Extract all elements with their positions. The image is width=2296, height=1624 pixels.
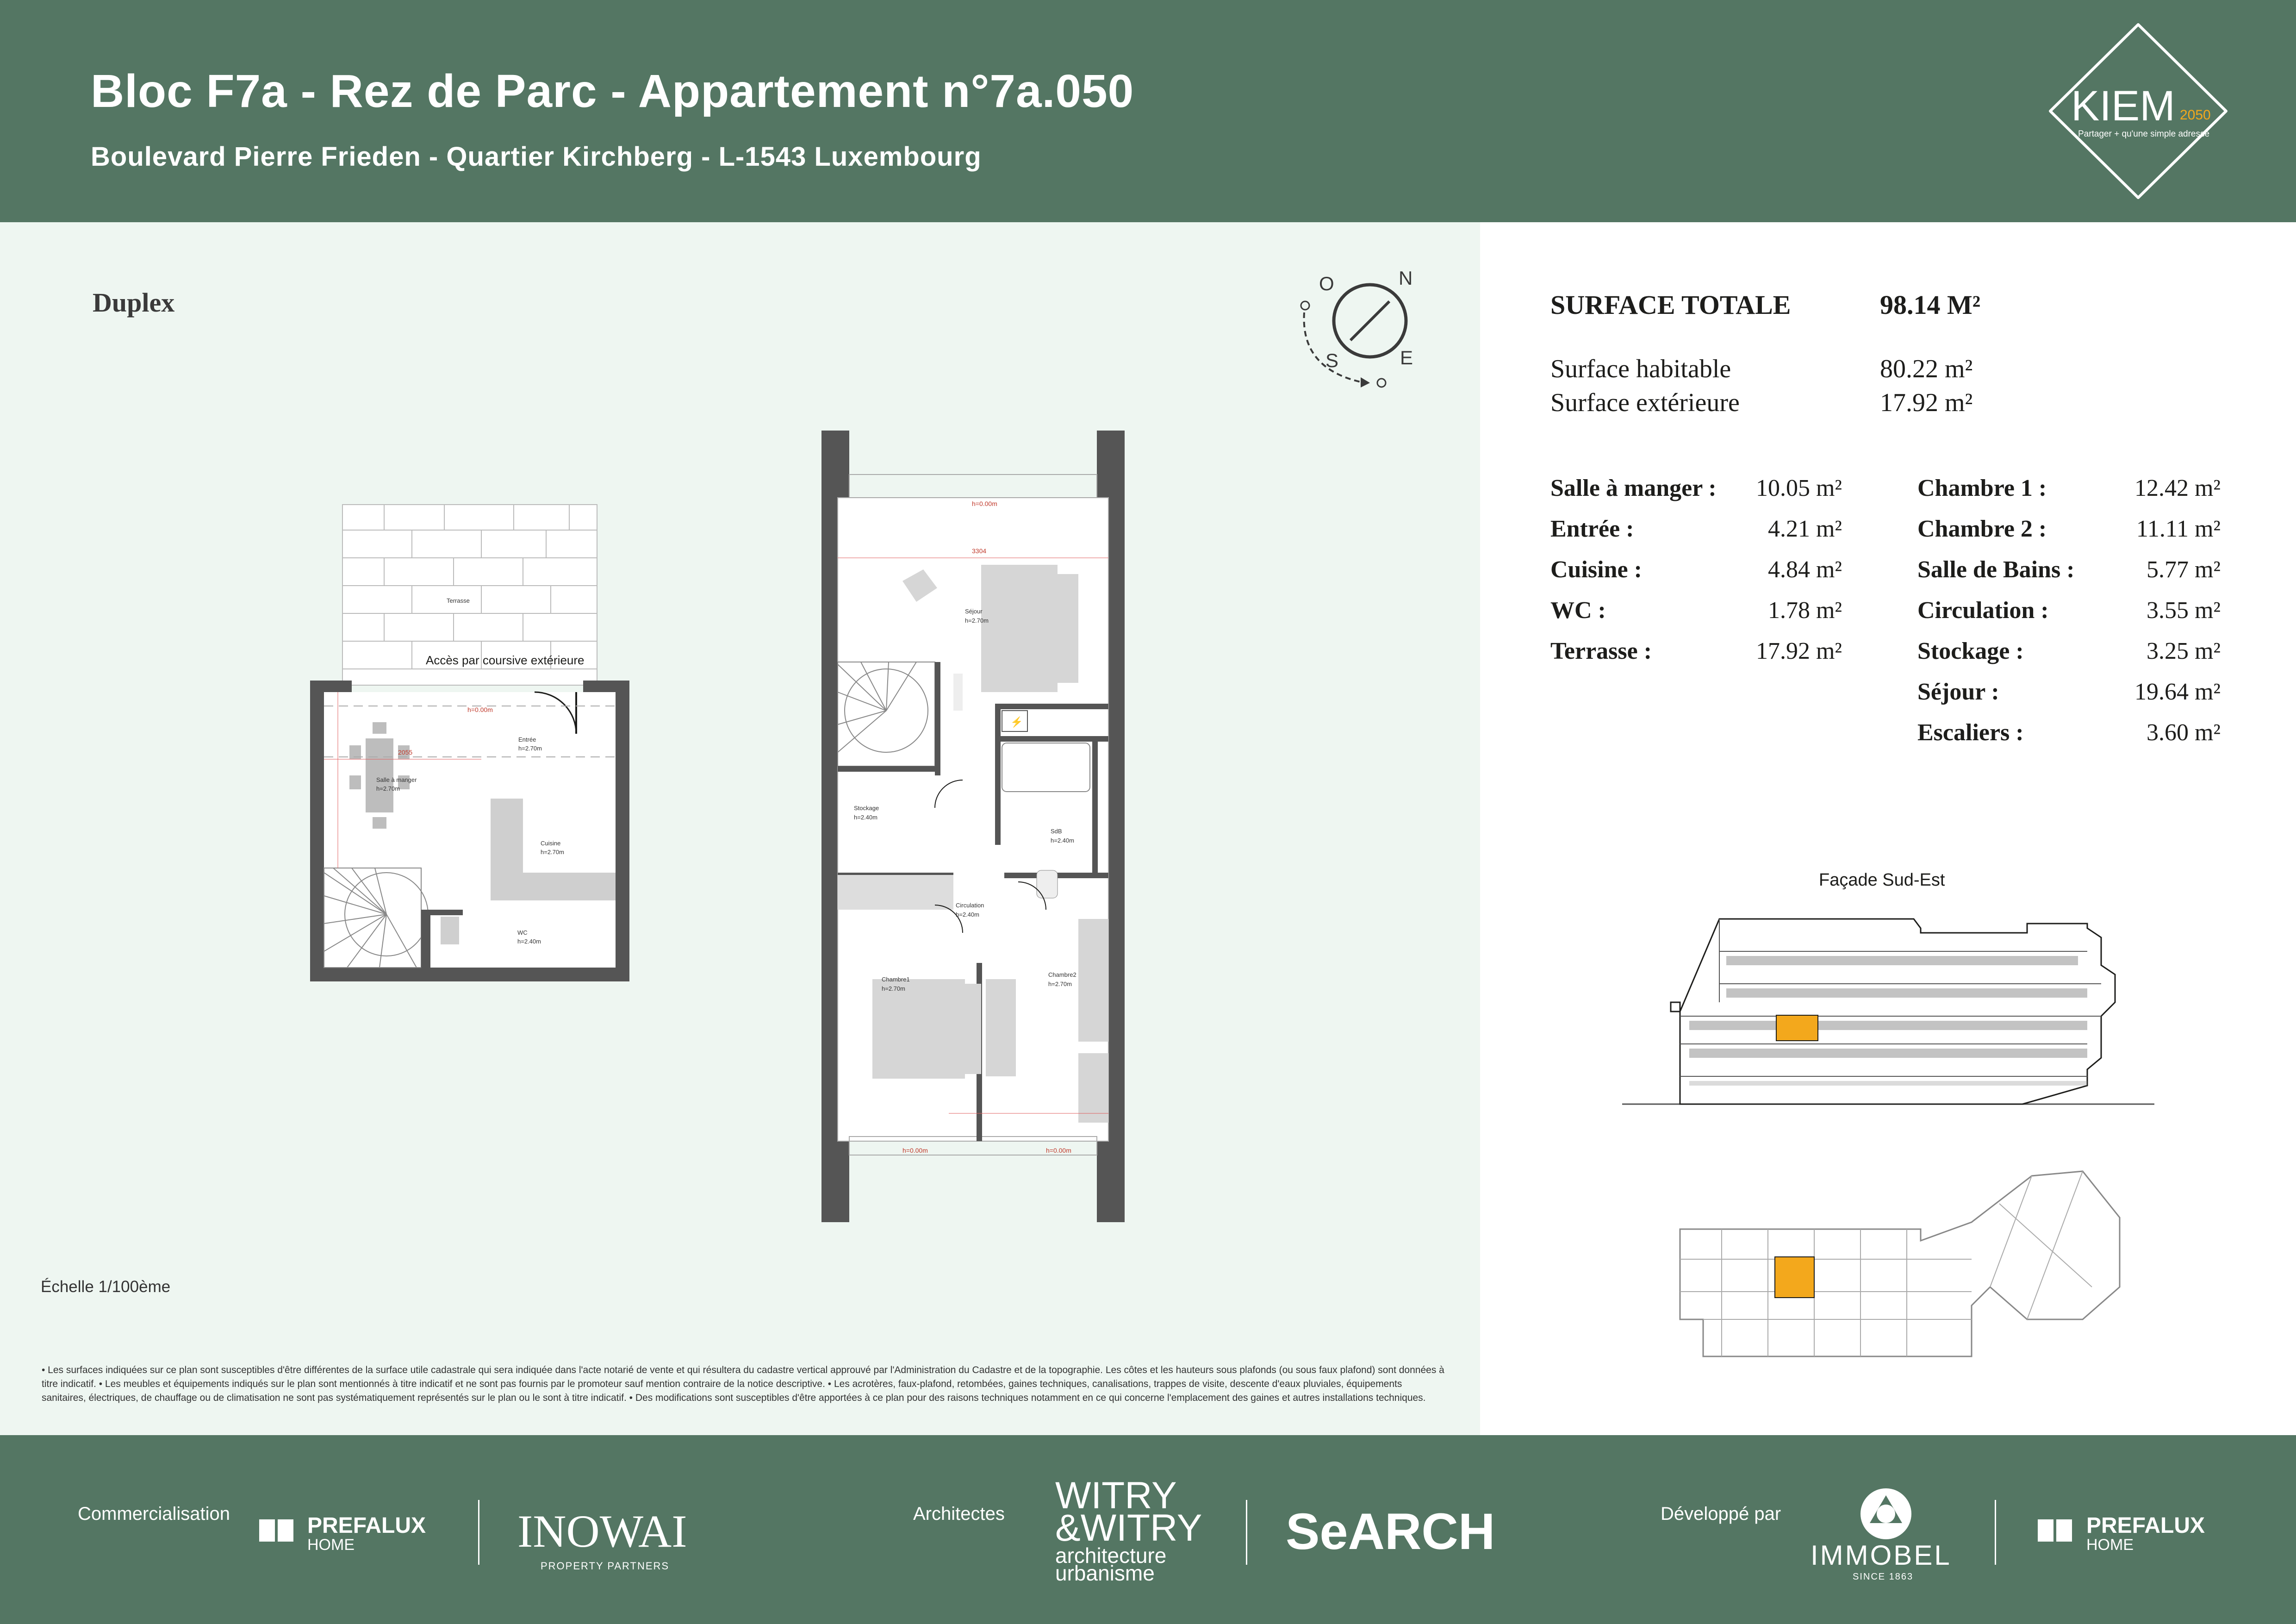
- surface-row: Salle à manger : 10.05 m²: [1550, 475, 1842, 501]
- site-highlight: [1775, 1257, 1814, 1298]
- surface-row: Terrasse : 17.92 m²: [1550, 638, 1842, 664]
- compass: [1291, 266, 1430, 396]
- facade-label: Façade Sud-Est: [1819, 870, 1945, 890]
- address: Boulevard Pierre Frieden - Quartier Kirchberg - L-1543 Luxembourg: [91, 142, 982, 172]
- svg-text:h=2.40m: h=2.40m: [1051, 837, 1074, 844]
- inowai-logo: INOWAI: [517, 1505, 687, 1557]
- surface-exterieure-value: 17.92 m²: [1880, 388, 1973, 417]
- witry-logo: WITRY: [1055, 1474, 1177, 1517]
- svg-text:h=2.40m: h=2.40m: [956, 911, 979, 918]
- compass-n: N: [1399, 267, 1413, 289]
- plan-area: [0, 222, 1480, 1435]
- svg-text:h=0.00m: h=0.00m: [972, 500, 997, 507]
- label-chambre2: Chambre2: [1048, 971, 1076, 978]
- typology-label: Duplex: [93, 287, 175, 318]
- logo-name: KIEM: [2071, 82, 2175, 130]
- label-circulation: Circulation: [956, 902, 984, 909]
- label-chambre1: Chambre1: [882, 976, 910, 983]
- prefalux-logo-2: PREFALUX: [2086, 1513, 2205, 1538]
- immobel-sub: SINCE 1863: [1853, 1572, 1914, 1582]
- label-stockage: Stockage: [854, 805, 879, 812]
- lightning-icon: ⚡: [1010, 716, 1023, 728]
- svg-text:h=2.70m: h=2.70m: [541, 849, 564, 856]
- logo-year: 2050: [2180, 107, 2211, 123]
- svg-text:h=2.40m: h=2.40m: [517, 938, 541, 945]
- label-entree: Entrée: [518, 736, 536, 743]
- floor-plan-lower: [305, 502, 639, 988]
- svg-text:h=2.70m: h=2.70m: [965, 617, 989, 624]
- prefalux-logo: PREFALUX: [307, 1513, 426, 1538]
- surface-row: Salle de Bains : 5.77 m²: [1917, 556, 2221, 583]
- prefalux-logo-mark: [259, 1519, 275, 1542]
- surface-habitable-label: Surface habitable: [1550, 355, 1731, 383]
- divider: [478, 1500, 479, 1565]
- svg-text:h=0.00m: h=0.00m: [902, 1147, 928, 1154]
- page-title: Bloc F7a - Rez de Parc - Appartement n°7a.050: [91, 65, 1134, 117]
- disclaimer: • Les surfaces indiquées sur ce plan sont susceptibles d'être différentes de la surface utile cadastrale qui sera indiquée dans l'acte notarié de vente et qui résultera du cadastre vertical approuvé par l'Administration du Cadastre et de la topographie. Les côtes et les hauteurs sous plafonds (ou sous faux plafond) sont données à titre indicatif. • Les meubles et équipements indiqués sur le plan sont mentionnés à titre indicatif et ne sont pas fournis par le promoteur sauf mention contraire de la notice descriptive. • Les acrotères, faux-plafond, retombées, gaines techniques, canalisations, trappes de visite, descente d'eaux pluviales, équipements sanitaires, électriques, de chauffage ou de climatisation ne sont pas systématiquement représentés sur le plan ou le sont à titre indicatif. • Des modifications sont susceptibles d'être apportées à ce plan pour des raisons techniques notamment en ce qui concerne l'emplacement des gaines et autres installations techniques.: [42, 1365, 1444, 1403]
- label-cuisine: Cuisine: [541, 840, 561, 847]
- scale-label: Échelle 1/100ème: [41, 1278, 171, 1296]
- prefalux-sub: HOME: [307, 1536, 355, 1554]
- surface-row: Séjour : 19.64 m²: [1917, 679, 2221, 705]
- floor-plan-upper: [819, 428, 1143, 1224]
- surface-row: Stockage : 3.25 m²: [1917, 638, 2221, 664]
- svg-text:h=0.00m: h=0.00m: [467, 706, 493, 713]
- compass-e: E: [1400, 347, 1413, 369]
- label-terrasse: Terrasse: [447, 597, 470, 604]
- inowai-sub: PROPERTY PARTNERS: [541, 1560, 670, 1572]
- surface-row: Chambre 2 : 11.11 m²: [1917, 516, 2221, 542]
- facade-highlight: [1776, 1015, 1818, 1041]
- surface-row: Cuisine : 4.84 m²: [1550, 556, 1842, 583]
- surface-row: Chambre 1 : 12.42 m²: [1917, 475, 2221, 501]
- surface-list-left: [1550, 475, 1842, 678]
- surface-habitable-value: 80.22 m²: [1880, 355, 1973, 383]
- developpe-label: Développé par: [1661, 1504, 1781, 1524]
- label-sejour: Séjour: [965, 608, 983, 615]
- label-sdb: SdB: [1051, 828, 1062, 835]
- immobel-logo-mark: [1858, 1486, 1914, 1542]
- surface-total-label: SURFACE TOTALE: [1550, 290, 1791, 320]
- site-plan: [1675, 1167, 2152, 1361]
- surface-row: Escaliers : 3.60 m²: [1917, 719, 2221, 746]
- surface-list-right: [1917, 475, 2221, 760]
- surface-exterieure-label: Surface extérieure: [1550, 388, 1740, 417]
- access-label: Accès par coursive extérieure: [426, 653, 585, 667]
- surface-row: Entrée : 4.21 m²: [1550, 516, 1842, 542]
- compass-o: O: [1319, 273, 1334, 294]
- search-logo: SeARCH: [1286, 1503, 1495, 1560]
- commercialisation-label: Commercialisation: [78, 1504, 230, 1524]
- svg-text:h=2.70m: h=2.70m: [518, 745, 542, 752]
- architectes-label: Architectes: [913, 1504, 1005, 1524]
- prefalux-logo-mark: [2038, 1519, 2053, 1542]
- svg-text:h=2.70m: h=2.70m: [882, 985, 905, 992]
- prefalux-sub-2: HOME: [2086, 1536, 2134, 1554]
- svg-text:3304: 3304: [972, 547, 987, 555]
- svg-text:h=2.70m: h=2.70m: [376, 785, 400, 792]
- svg-text:h=0.00m: h=0.00m: [1046, 1147, 1071, 1154]
- sun-icon: [1377, 379, 1386, 387]
- immobel-logo: IMMOBEL: [1811, 1540, 1952, 1571]
- divider: [1246, 1500, 1247, 1565]
- label-wc: WC: [517, 929, 528, 936]
- logo-tagline: Partager + qu'une simple adresse: [2078, 129, 2210, 139]
- surface-row: Circulation : 3.55 m²: [1917, 597, 2221, 624]
- compass-s: S: [1325, 350, 1339, 371]
- label-salle-a-manger: Salle à manger: [376, 776, 417, 783]
- facade-elevation: [1620, 910, 2157, 1113]
- surface-total-value: 98.14 M²: [1880, 290, 1981, 320]
- svg-text:h=2.40m: h=2.40m: [854, 814, 877, 821]
- kiem-logo: [2046, 21, 2231, 201]
- sun-icon: [1301, 301, 1309, 310]
- svg-text:2055: 2055: [398, 749, 413, 756]
- surface-row: WC : 1.78 m²: [1550, 597, 1842, 624]
- svg-text:h=2.70m: h=2.70m: [1048, 981, 1072, 987]
- divider: [1995, 1500, 1996, 1565]
